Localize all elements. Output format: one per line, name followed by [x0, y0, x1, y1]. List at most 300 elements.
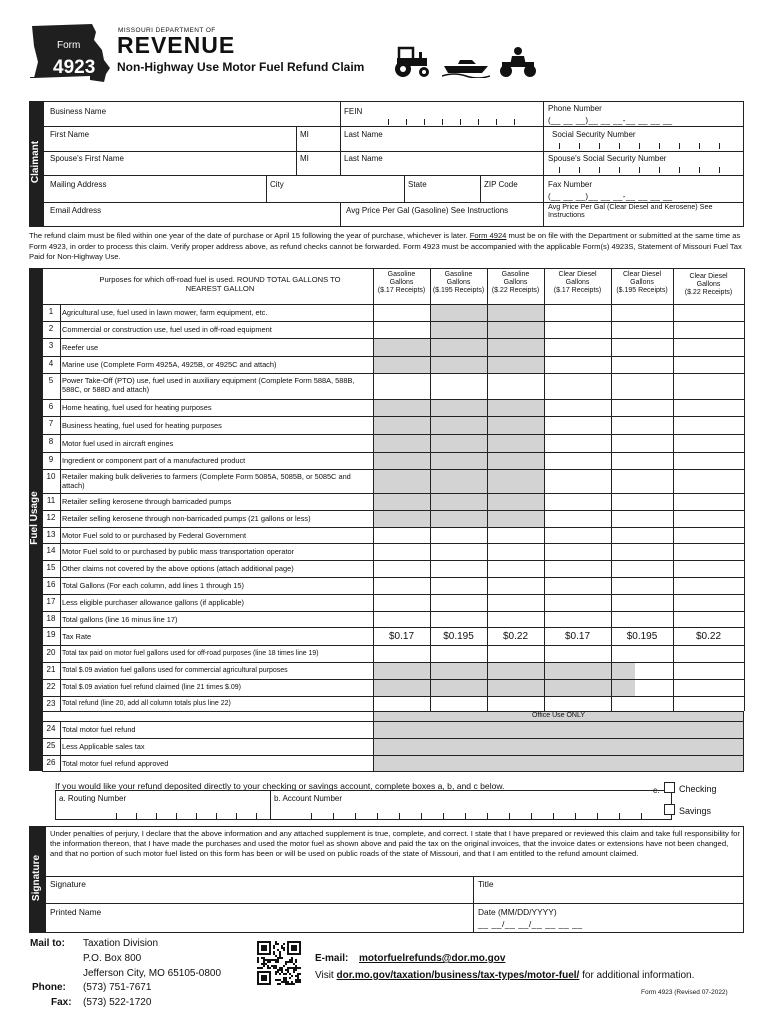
gallons-cell[interactable] — [612, 511, 672, 526]
gallons-cell[interactable] — [545, 322, 610, 337]
gallons-cell[interactable] — [431, 322, 486, 337]
gallons-cell[interactable] — [612, 494, 672, 509]
gallons-cell[interactable] — [545, 511, 610, 526]
gallons-cell[interactable] — [374, 339, 429, 355]
mi-label: MI — [300, 130, 309, 139]
phone-label-footer: Phone: — [32, 982, 66, 993]
checking-checkbox[interactable] — [664, 782, 675, 793]
row-number: 19 — [46, 630, 56, 639]
row-description: Total refund (line 20, add all column totals plus line 22) — [62, 700, 231, 707]
gallons-cell — [612, 628, 672, 644]
email-label: Email Address — [50, 206, 102, 215]
gallons-cell[interactable] — [431, 417, 486, 433]
gallons-cell[interactable] — [374, 595, 429, 610]
gallons-cell — [374, 628, 429, 644]
gallons-cell[interactable] — [488, 612, 543, 626]
row-description: Marine use (Complete Form 4925A, 4925B, or 4925C and attach) — [62, 360, 277, 369]
row-description: Less eligible purchaser allowance gallons (if applicable) — [62, 598, 244, 607]
column-header-l3: ($.17 Receipts) — [553, 287, 602, 295]
gallons-cell[interactable] — [374, 305, 429, 320]
gallons-cell[interactable] — [545, 470, 610, 492]
gallons-cell[interactable] — [612, 697, 672, 710]
claimant-side-label: Claimant — [30, 140, 41, 184]
gallons-cell[interactable] — [431, 528, 486, 542]
gallons-cell[interactable] — [431, 435, 486, 451]
gallons-cell[interactable] — [374, 400, 429, 415]
gallons-cell[interactable] — [612, 680, 672, 695]
form-title: Non-Highway Use Motor Fuel Refund Claim — [117, 60, 365, 74]
gallons-cell[interactable] — [612, 453, 672, 468]
gallons-cell[interactable] — [374, 470, 429, 492]
instructions-part2: must be on file with the Department or submitted at the same time as Form 4923, in order to process this claim. Verify proper address above, as refund checks cannot be forwarded. Form 4923 must be accompanied with the applicable Form(s) 4923S, Statement of Missouri Fuel Tax Paid for Non-Highway Use. — [29, 231, 742, 261]
gallons-cell[interactable] — [545, 578, 610, 593]
gallons-cell[interactable] — [488, 453, 543, 468]
row-description: Home heating, fuel used for heating purposes — [62, 403, 212, 412]
gallons-cell[interactable] — [674, 544, 743, 559]
gallons-cell[interactable] — [545, 417, 610, 433]
gallons-cell[interactable] — [488, 494, 543, 509]
column-header-5 — [611, 271, 673, 296]
fax-field[interactable]: (__ __ __)__ __ __-__ __ __ __ — [548, 192, 673, 201]
row-description: Retailer selling kerosene through barricaded pumps — [62, 497, 232, 506]
gallons-cell[interactable] — [612, 544, 672, 559]
gallons-cell[interactable] — [545, 544, 610, 559]
gallons-cell[interactable] — [545, 663, 610, 678]
gallons-cell[interactable] — [674, 417, 743, 433]
title-field[interactable] — [476, 890, 742, 902]
gallons-cell[interactable] — [674, 322, 743, 337]
boat-icon — [442, 54, 490, 78]
row-description: Motor Fuel sold to or purchased by Federal Government — [62, 530, 247, 540]
gallons-cell[interactable] — [612, 435, 672, 451]
gallons-cell[interactable] — [545, 435, 610, 451]
row-number: 11 — [46, 496, 56, 505]
form-revision: Form 4923 (Revised 07-2022) — [641, 989, 728, 996]
date-field[interactable]: __ __/__ __/__ __ __ __ — [478, 919, 583, 929]
fein-label: FEIN — [344, 107, 363, 116]
gallons-cell[interactable] — [674, 374, 743, 398]
gallons-cell[interactable] — [674, 646, 743, 661]
account-type-c-label: c. — [653, 785, 660, 795]
gallons-cell[interactable] — [488, 305, 543, 320]
gallons-cell[interactable] — [674, 595, 743, 610]
gallons-cell[interactable] — [674, 494, 743, 509]
row-number: 20 — [46, 648, 56, 657]
gallons-cell — [674, 628, 743, 644]
business-name-label: Business Name — [50, 107, 107, 116]
website-link[interactable]: dor.mo.gov/taxation/business/tax-types/motor-fuel/ — [336, 970, 580, 981]
row-description: Reefer use — [62, 342, 99, 352]
visit-line — [315, 970, 694, 981]
visit-prefix: Visit — [315, 970, 337, 981]
deposit-intro: If you would like your refund deposited directly to your checking or savings account, complete boxes a, b, and c below. — [55, 781, 505, 791]
gallons-cell[interactable] — [374, 544, 429, 559]
date-label: Date (MM/DD/YYYY) — [478, 907, 557, 917]
fax-label-footer: Fax: — [51, 997, 72, 1008]
row-description: Motor fuel used in aircraft engines — [62, 438, 174, 448]
avg-price-gas-label: Avg Price Per Gal (Gasoline) See Instructions — [346, 206, 509, 215]
gallons-cell[interactable] — [674, 561, 743, 576]
column-header-l1: Gasoline — [444, 271, 473, 278]
gallons-cell[interactable] — [674, 305, 743, 320]
gallons-cell[interactable] — [674, 357, 743, 372]
spouse-last-name-label: Last Name — [344, 154, 383, 163]
gallons-cell[interactable] — [488, 435, 543, 451]
tax-rate-value: $0.195 — [443, 631, 474, 642]
column-header-3 — [487, 271, 544, 296]
spouse-ssn-field[interactable] — [547, 164, 741, 174]
row-description: Total tax paid on motor fuel gallons used for off-road purposes (line 18 times line 19) — [62, 650, 319, 657]
gallons-cell[interactable] — [431, 357, 486, 372]
row-description: Tax Rate — [62, 631, 92, 641]
routing-number-label: a. Routing Number — [59, 794, 127, 803]
row-description: Power Take-Off (PTO) use, fuel used in auxiliary equipment (Complete Form 588A, 588B, 588C, or 588D and attach) — [62, 376, 355, 394]
gallons-cell[interactable] — [374, 663, 429, 678]
mailing-address-field[interactable] — [46, 190, 264, 201]
row-number: 16 — [46, 580, 56, 589]
gallons-cell[interactable] — [374, 612, 429, 626]
row-number: 9 — [48, 455, 54, 464]
printed-name-field[interactable] — [48, 918, 471, 930]
gallons-cell[interactable] — [488, 417, 543, 433]
gallons-cell[interactable] — [431, 612, 486, 626]
gallons-cell[interactable] — [674, 663, 743, 678]
checking-label: Checking — [679, 784, 717, 794]
gallons-cell[interactable] — [545, 339, 610, 355]
gallons-cell — [488, 628, 543, 644]
gallons-cell[interactable] — [612, 561, 672, 576]
column-header-l1: Gasoline — [387, 271, 416, 278]
gallons-cell[interactable] — [612, 612, 672, 626]
city-label: City — [270, 180, 284, 189]
row-description: Commercial or construction use, fuel used in off-road equipment — [62, 325, 272, 334]
row-description: Retailer making bulk deliveries to farmers (Complete Form 5085A, 5085B, or 5085C and attach) — [62, 472, 351, 490]
phone-label: Phone Number — [548, 104, 602, 113]
gallons-cell[interactable] — [674, 578, 743, 593]
agency-small-text: MISSOURI DEPARTMENT OF — [118, 27, 216, 34]
gallons-cell[interactable] — [374, 417, 429, 433]
last-name-field[interactable] — [344, 140, 540, 150]
filing-instructions — [29, 231, 744, 263]
gallons-cell[interactable] — [488, 680, 543, 695]
row-number: 24 — [46, 724, 56, 733]
gallons-cell[interactable] — [545, 561, 610, 576]
state-field[interactable] — [408, 190, 478, 201]
gallons-cell[interactable] — [374, 494, 429, 509]
gallons-cell[interactable] — [545, 453, 610, 468]
signature-side-label: Signature — [31, 854, 42, 902]
column-header-l1: Clear Diesel — [689, 273, 728, 280]
state-label: State — [408, 180, 427, 189]
zip-label: ZIP Code — [484, 180, 518, 189]
row-description: Total gallons (line 16 minus line 17) — [62, 614, 178, 624]
gallons-cell[interactable] — [545, 494, 610, 509]
gallons-cell[interactable] — [488, 374, 543, 398]
gallons-cell[interactable] — [374, 322, 429, 337]
gallons-cell[interactable] — [431, 544, 486, 559]
row-number: 7 — [48, 419, 54, 428]
shade-rows-24-26 — [373, 721, 744, 771]
row-description: Total motor fuel refund approved — [62, 759, 169, 768]
business-name-field[interactable] — [46, 116, 338, 125]
row-number: 8 — [48, 437, 54, 446]
signature-field[interactable] — [48, 890, 471, 902]
phone-field[interactable]: (__ __ __)__ __ __-__ __ __ __ — [548, 116, 673, 125]
gallons-cell[interactable] — [612, 646, 672, 661]
printed-name-label: Printed Name — [50, 907, 102, 917]
row-number: 26 — [46, 758, 56, 767]
row-description: Other claims not covered by the above options (attach additional page) — [62, 564, 294, 573]
gallons-cell[interactable] — [374, 697, 429, 710]
spouse-last-name-field[interactable] — [344, 164, 540, 174]
gallons-cell[interactable] — [674, 511, 743, 526]
gallons-cell[interactable] — [612, 305, 672, 320]
gallons-cell[interactable] — [545, 374, 610, 398]
row-number: 13 — [46, 530, 56, 539]
gallons-cell[interactable] — [431, 453, 486, 468]
office-use-label: Office Use ONLY — [531, 712, 586, 719]
spouse-mi-label: MI — [300, 154, 309, 163]
gallons-cell[interactable] — [431, 595, 486, 610]
gallons-cell[interactable] — [488, 663, 543, 678]
address-line-2: P.O. Box 800 — [83, 953, 142, 964]
account-number-box[interactable] — [271, 790, 672, 820]
fuel-usage-side-label: Fuel Usage — [29, 491, 40, 545]
gallons-cell[interactable] — [374, 578, 429, 593]
city-field[interactable] — [270, 190, 402, 201]
gallons-cell[interactable] — [488, 339, 543, 355]
column-header-1 — [373, 271, 430, 296]
spouse-ssn-label: Spouse's Social Security Number — [548, 154, 667, 163]
mailing-address-label: Mailing Address — [50, 180, 107, 189]
gallons-cell[interactable] — [488, 511, 543, 526]
account-number-label: b. Account Number — [274, 794, 343, 803]
gallons-cell[interactable] — [612, 339, 672, 355]
gallons-cell[interactable] — [674, 453, 743, 468]
gallons-cell[interactable] — [431, 470, 486, 492]
gallons-cell[interactable] — [612, 595, 672, 610]
address-line-3: Jefferson City, MO 65105-0800 — [83, 968, 222, 979]
row-description: Less Applicable sales tax — [62, 742, 145, 751]
row-number: 3 — [48, 341, 54, 350]
gallons-cell[interactable] — [545, 612, 610, 626]
tax-rate-value: $0.22 — [695, 631, 722, 642]
gallons-cell[interactable] — [545, 305, 610, 320]
row-number: 25 — [46, 741, 56, 750]
gallons-cell[interactable] — [431, 561, 486, 576]
gallons-cell[interactable] — [374, 435, 429, 451]
gallons-cell[interactable] — [674, 470, 743, 492]
gallons-cell[interactable] — [612, 528, 672, 542]
gallons-cell[interactable] — [374, 680, 429, 695]
column-header-2 — [430, 271, 487, 296]
gallons-cell[interactable] — [431, 305, 486, 320]
gallons-cell[interactable] — [674, 339, 743, 355]
row-description: Total $.09 aviation fuel refund claimed (line 21 times $.09) — [62, 684, 241, 691]
gallons-cell[interactable] — [674, 400, 743, 415]
avg-price-diesel-label: Avg Price Per Gal (Clear Diesel and Kerosene) See Instructions — [548, 202, 713, 220]
ssn-label: Social Security Number — [552, 130, 636, 139]
gallons-cell[interactable] — [674, 435, 743, 451]
fax-label: Fax Number — [548, 180, 593, 189]
gallons-cell[interactable] — [545, 680, 610, 695]
row-number: 12 — [46, 513, 56, 522]
gallons-cell[interactable] — [545, 595, 610, 610]
routing-number-box[interactable] — [55, 790, 271, 820]
zip-field[interactable] — [484, 190, 542, 201]
gallons-cell[interactable] — [431, 339, 486, 355]
row-number: 17 — [46, 597, 56, 606]
spouse-first-name-field[interactable] — [46, 164, 294, 174]
row-number: 2 — [48, 324, 54, 333]
email-label-footer: E-mail: — [315, 953, 349, 964]
gallons-cell — [431, 628, 486, 644]
savings-label: Savings — [679, 806, 712, 816]
row-description: Motor Fuel sold to or purchased by public mass transportation operator — [62, 547, 295, 556]
gallons-cell[interactable] — [612, 400, 672, 415]
gallons-cell[interactable] — [488, 357, 543, 372]
column-header-6 — [673, 273, 744, 298]
gallons-cell[interactable] — [488, 528, 543, 542]
row-number: 10 — [46, 472, 56, 481]
row-description: Total Gallons (For each column, add lines 1 through 15) — [62, 581, 244, 590]
gallons-cell[interactable] — [374, 357, 429, 372]
gallons-cell[interactable] — [431, 680, 486, 695]
tax-rate-value: $0.17 — [564, 631, 591, 642]
gallons-cell[interactable] — [488, 595, 543, 610]
gallons-cell[interactable] — [488, 646, 543, 661]
perjury-declaration: Under penalties of perjury, I declare that the above information and any attached supplement is true, complete, and correct. I state that I have prepared or reviewed this claim and take full responsibility for the information thereon, that I have made the purchases and used the motor fuel as shown above and paid the tax on the original invoices, that the invoice dates or extensions have not been changed, and that no portion of such motor fuel listed on this form has been or will be used on public roads of the state of Missouri, and that I am entitled to the refund amount claimed. — [50, 829, 740, 859]
column-header-4 — [544, 271, 611, 296]
row-description: Ingredient or component part of a manufactured product — [62, 456, 246, 465]
address-line-1: Taxation Division — [83, 938, 159, 949]
gallons-cell[interactable] — [674, 680, 743, 695]
column-header-l2: Gallons — [503, 279, 528, 287]
gallons-cell[interactable] — [545, 646, 610, 661]
column-header-l2: Gallons — [630, 279, 654, 287]
row-description: Retailer selling kerosene through non-barricaded pumps (21 gallons or less) — [62, 514, 311, 523]
gallons-cell[interactable] — [674, 697, 743, 710]
column-header-l1: Clear Diesel — [622, 271, 662, 278]
column-header-l2: Gallons — [446, 279, 471, 287]
row-number: 14 — [46, 546, 56, 555]
gallons-cell[interactable] — [374, 511, 429, 526]
gallons-cell[interactable] — [374, 528, 429, 542]
gallons-cell[interactable] — [431, 663, 486, 678]
tax-rate-value: $0.195 — [626, 631, 658, 642]
gallons-cell[interactable] — [612, 374, 672, 398]
row-number: 15 — [46, 563, 56, 572]
first-name-field[interactable] — [46, 140, 294, 150]
instructions-part1: The refund claim must be filed within one year of the date of purchase or April 15 following the year of purchase, whichever is later. — [29, 231, 470, 240]
gallons-cell[interactable] — [674, 528, 743, 542]
last-name-label: Last Name — [344, 130, 383, 139]
gallons-cell[interactable] — [545, 357, 610, 372]
email-field[interactable] — [46, 215, 338, 225]
savings-checkbox[interactable] — [664, 804, 675, 815]
mail-to-label: Mail to: — [30, 938, 65, 949]
gallons-cell[interactable] — [431, 697, 486, 710]
email-link[interactable]: motorfuelrefunds@dor.mo.gov — [359, 953, 506, 964]
gallons-cell[interactable] — [374, 561, 429, 576]
gallons-cell[interactable] — [431, 578, 486, 593]
row-description: Total motor fuel refund — [62, 725, 136, 734]
gallons-cell[interactable] — [612, 417, 672, 433]
fax-number-footer: (573) 522-1720 — [83, 997, 152, 1008]
gallons-cell[interactable] — [374, 374, 429, 398]
row-number: 23 — [46, 699, 56, 708]
row-number: 22 — [46, 682, 56, 691]
qr-code-icon — [257, 941, 301, 985]
header-rule — [30, 77, 36, 78]
title-label: Title — [478, 879, 494, 889]
gallons-cell[interactable] — [674, 612, 743, 626]
row-description: Total $.09 aviation fuel gallons used for commercial agricultural purposes — [62, 667, 288, 674]
column-header-l1: Clear Diesel — [558, 271, 597, 278]
row-description: Agricultural use, fuel used in lawn mower, farm equipment, etc. — [62, 308, 268, 317]
gallons-cell[interactable] — [488, 470, 543, 492]
gallons-cell[interactable] — [612, 663, 672, 678]
gallons-cell[interactable] — [431, 646, 486, 661]
tax-rate-value: $0.17 — [388, 631, 415, 642]
column-header-l3: ($.17 Receipts) — [377, 287, 426, 295]
ssn-field[interactable] — [547, 140, 741, 150]
gallons-cell[interactable] — [612, 357, 672, 372]
gallons-cell[interactable] — [488, 322, 543, 337]
row-description: Business heating, fuel used for heating purposes — [62, 420, 222, 430]
row-number: 4 — [48, 359, 54, 368]
row-number: 21 — [46, 665, 56, 674]
gallons-cell[interactable] — [488, 544, 543, 559]
spouse-first-name-label: Spouse's First Name — [50, 154, 124, 163]
gallons-cell[interactable] — [612, 578, 672, 593]
gallons-cell[interactable] — [374, 453, 429, 468]
gallons-cell[interactable] — [545, 697, 610, 710]
revenue-logo: REVENUE — [117, 32, 236, 58]
form-4924-link[interactable]: Form 4924 — [469, 231, 507, 240]
gallons-cell[interactable] — [431, 511, 486, 526]
column-header-l3: ($.22 Receipts) — [684, 289, 733, 297]
gallons-cell[interactable] — [374, 646, 429, 661]
gallons-cell[interactable] — [488, 697, 543, 710]
phone-number-footer: (573) 751-7671 — [83, 982, 152, 993]
column-header-l3: ($.22 Receipts) — [491, 287, 540, 295]
tax-rate-value: $0.22 — [502, 631, 529, 642]
row-number: 18 — [46, 614, 56, 623]
first-name-label: First Name — [50, 130, 90, 139]
column-header-l2: Gallons — [389, 279, 414, 287]
column-header-l3: ($.195 Receipts) — [432, 287, 485, 295]
gallons-cell[interactable] — [612, 322, 672, 337]
column-header-l1: Gasoline — [501, 271, 530, 278]
gallons-cell[interactable] — [545, 528, 610, 542]
gallons-cell[interactable] — [488, 400, 543, 415]
form-label: Form — [57, 40, 81, 51]
gallons-cell[interactable] — [545, 400, 610, 415]
gallons-cell[interactable] — [612, 470, 672, 492]
gallons-cell[interactable] — [431, 400, 486, 415]
gallons-cell[interactable] — [488, 578, 543, 593]
gallons-cell[interactable] — [488, 561, 543, 576]
fein-field[interactable] — [344, 116, 540, 126]
gallons-cell[interactable] — [431, 494, 486, 509]
column-header-l2: Gallons — [696, 281, 721, 289]
gallons-cell[interactable] — [431, 374, 486, 398]
row-number: 5 — [48, 376, 54, 385]
column-header-l3: ($.195 Receipts) — [616, 287, 668, 295]
row-number: 1 — [48, 307, 54, 316]
gallons-cell — [545, 628, 610, 644]
